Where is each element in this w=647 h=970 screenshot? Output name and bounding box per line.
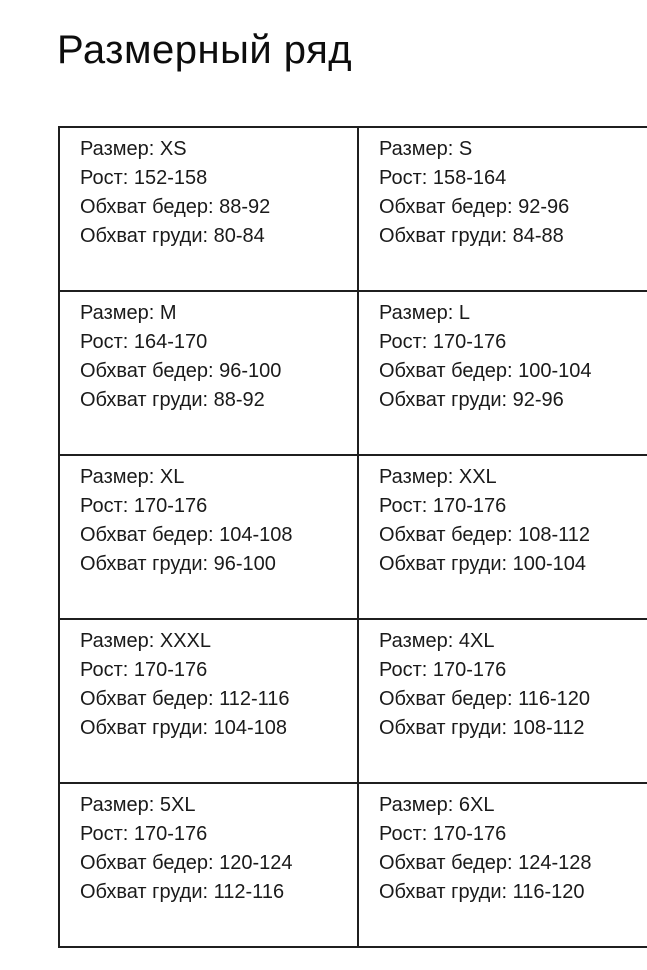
- size-line: Размер: XXL: [379, 466, 497, 488]
- size-table: [58, 126, 647, 948]
- size-cell-m: [59, 291, 358, 455]
- size-cell-xs: [59, 127, 358, 291]
- hips-line: Обхват бедер: 120-124: [80, 852, 293, 874]
- height-line: Рост: 170-176: [80, 823, 208, 845]
- size-cell-6xl: [358, 783, 647, 947]
- hips-line: Обхват бедер: 116-120: [379, 688, 591, 710]
- hips-line: Обхват бедер: 124-128: [379, 852, 592, 874]
- size-cell-xl: [59, 455, 358, 619]
- chest-line: Обхват груди: 80-84: [80, 225, 265, 247]
- hips-line: Обхват бедер: 96-100: [80, 360, 282, 382]
- chest-line: Обхват груди: 100-104: [379, 553, 587, 575]
- size-table-row: [59, 783, 647, 947]
- size-cell-5xl: [59, 783, 358, 947]
- size-line: Размер: XS: [80, 138, 187, 160]
- size-line: Размер: XXXL: [80, 630, 211, 652]
- height-line: Рост: 158-164: [379, 167, 507, 189]
- height-line: Рост: 164-170: [80, 331, 208, 353]
- height-line: Рост: 170-176: [379, 331, 507, 353]
- size-table-row: [59, 127, 647, 291]
- height-line: Рост: 170-176: [80, 495, 208, 517]
- chest-line: Обхват груди: 96-100: [80, 553, 276, 575]
- size-line: Размер: L: [379, 302, 470, 324]
- hips-line: Обхват бедер: 108-112: [379, 524, 591, 546]
- chest-line: Обхват груди: 108-112: [379, 717, 585, 739]
- size-line: Размер: 5XL: [80, 794, 196, 816]
- chest-line: Обхват груди: 104-108: [80, 717, 288, 739]
- height-line: Рост: 170-176: [379, 659, 507, 681]
- chest-line: Обхват груди: 116-120: [379, 881, 585, 903]
- page-title: Размерный ряд: [57, 28, 353, 72]
- hips-line: Обхват бедер: 100-104: [379, 360, 592, 382]
- size-line: Размер: XL: [80, 466, 185, 488]
- hips-line: Обхват бедер: 104-108: [80, 524, 293, 546]
- size-line: Размер: S: [379, 138, 473, 160]
- height-line: Рост: 170-176: [379, 823, 507, 845]
- height-line: Рост: 170-176: [80, 659, 208, 681]
- chest-line: Обхват груди: 84-88: [379, 225, 564, 247]
- chest-line: Обхват груди: 92-96: [379, 389, 564, 411]
- hips-line: Обхват бедер: 88-92: [80, 196, 271, 218]
- hips-line: Обхват бедер: 112-116: [80, 688, 290, 710]
- size-table-row: [59, 455, 647, 619]
- size-cell-4xl: [358, 619, 647, 783]
- chest-line: Обхват груди: 112-116: [80, 881, 285, 903]
- size-line: Размер: 4XL: [379, 630, 495, 652]
- size-cell-s: [358, 127, 647, 291]
- size-line: Размер: 6XL: [379, 794, 495, 816]
- height-line: Рост: 152-158: [80, 167, 208, 189]
- size-table-row: [59, 291, 647, 455]
- hips-line: Обхват бедер: 92-96: [379, 196, 570, 218]
- size-cell-xxl: [358, 455, 647, 619]
- size-cell-xxxl: [59, 619, 358, 783]
- size-line: Размер: M: [80, 302, 177, 324]
- size-cell-l: [358, 291, 647, 455]
- height-line: Рост: 170-176: [379, 495, 507, 517]
- chest-line: Обхват груди: 88-92: [80, 389, 265, 411]
- size-table-row: [59, 619, 647, 783]
